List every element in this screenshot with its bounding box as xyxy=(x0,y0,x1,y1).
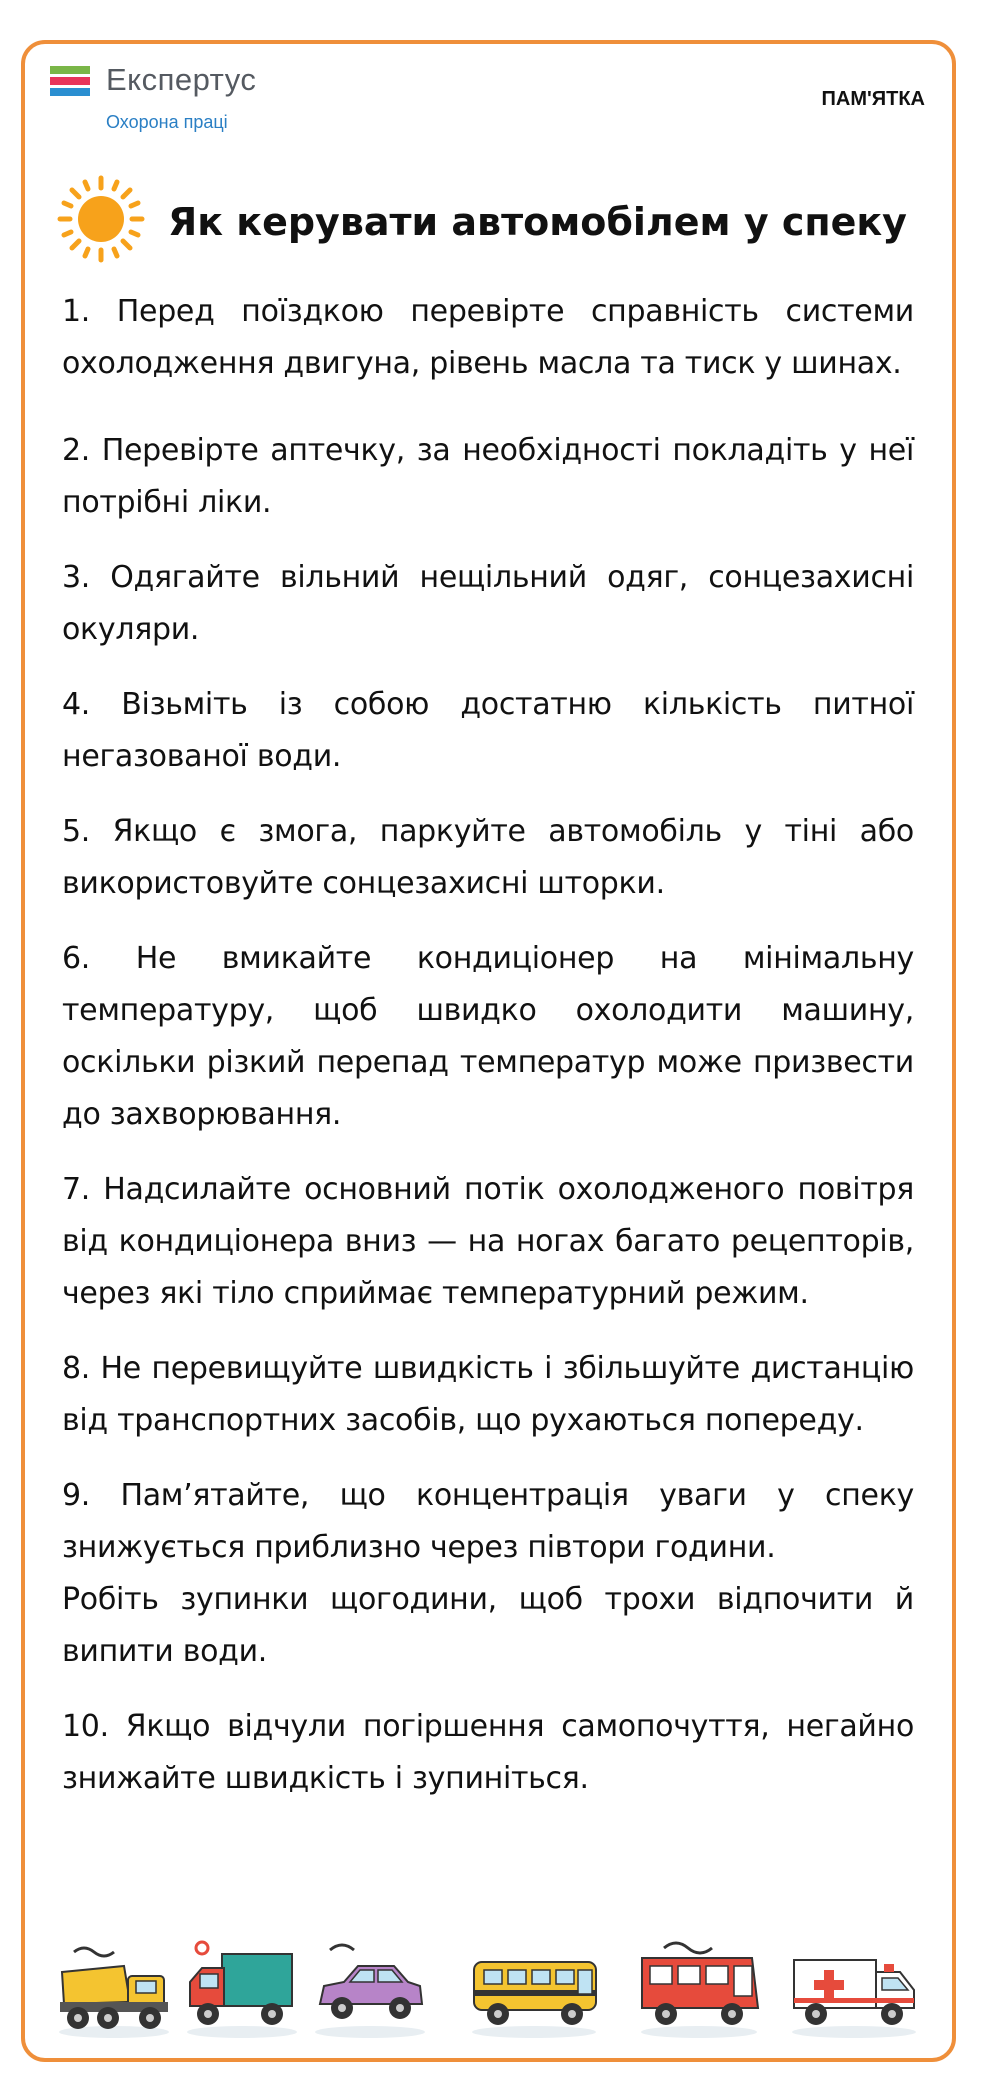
logo-bars xyxy=(50,66,90,99)
logo-name: Експертус xyxy=(106,62,257,97)
logo xyxy=(50,62,290,146)
logo-bar-red xyxy=(50,77,90,85)
list-item: 3. Одягайте вільний нещільний одяг, сонцезахисні окуляри. xyxy=(62,560,914,647)
ambulance-icon xyxy=(784,1932,924,2042)
list-item: 7. Надсилайте основний потік охолодженого повітря від кондиціонера вниз — на ногах багато рецепторів, через які тіло сприймає температурний режим. xyxy=(62,1172,914,1311)
title-row xyxy=(56,174,936,274)
car-icon xyxy=(310,1932,430,2042)
delivery-truck-icon xyxy=(182,1932,302,2042)
list-item: 6. Не вмикайте кондиціонер на мінімальну температуру, щоб швидко охолодити машину, оскільки різкий перепад температур може призвести до захворювання. xyxy=(62,941,914,1132)
logo-bar-blue xyxy=(50,88,90,96)
tips-list xyxy=(62,286,914,1828)
page-title: Як керувати автомобілем у спеку xyxy=(168,200,907,244)
list-item: 1. Перед поїздкою перевірте справність системи охолодження двигуна, рівень масла та тиск у шинах. xyxy=(62,294,914,381)
list-item: Робіть зупинки щогодини, щоб трохи відпочити й випити води. xyxy=(62,1582,914,1669)
school-bus-icon xyxy=(464,1932,604,2042)
list-item: 8. Не перевищуйте швидкість і збільшуйте дистанцію від транспортних засобів, що рухаються попереду. xyxy=(62,1351,914,1438)
document-type: ПАМ'ЯТКА xyxy=(821,88,925,110)
logo-subtitle: Охорона праці xyxy=(106,112,228,132)
city-bus-icon xyxy=(634,1932,764,2042)
list-item: 2. Перевірте аптечку, за необхідності покладіть у неї потрібні ліки. xyxy=(62,433,914,520)
list-item: 10. Якщо відчули погіршення самопочуття, негайно знижайте швидкість і зупиніться. xyxy=(62,1709,914,1796)
list-item: 4. Візьміть із собою достатню кількість питної негазованої води. xyxy=(62,687,914,774)
vehicles-strip xyxy=(54,1932,934,2047)
list-item: 9. Пам’ятайте, що концентрація уваги у спеку знижується приблизно через півтори години. xyxy=(62,1478,914,1565)
list-item: 5. Якщо є змога, паркуйте автомобіль у тіні або використовуйте сонцезахисні шторки. xyxy=(62,814,914,901)
dump-truck-icon xyxy=(54,1932,174,2042)
sun-icon xyxy=(56,174,146,264)
logo-bar-green xyxy=(50,66,90,74)
